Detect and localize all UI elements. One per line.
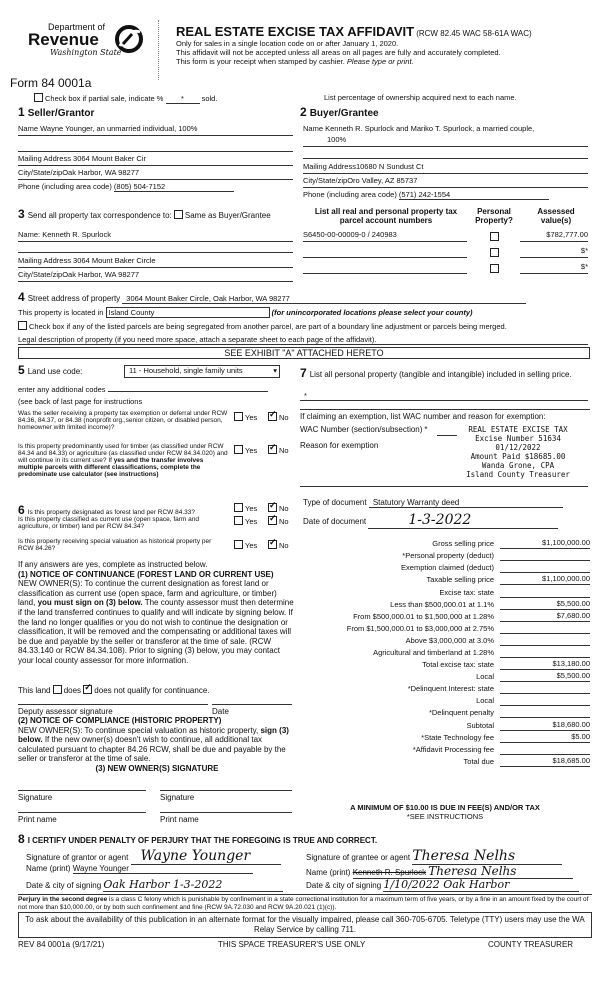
assessed-value-2[interactable]	[520, 246, 588, 258]
tax-row-label: Total due	[463, 757, 494, 766]
compliance-heading: (2) NOTICE OF COMPLIANCE (HISTORIC PROPERTY)	[18, 716, 222, 725]
corr-mail-label: Mailing Address	[18, 256, 71, 265]
tax-row	[300, 599, 590, 611]
street-address: 3064 Mount Baker Circle, Oak Harbor, WA 98277	[126, 294, 290, 303]
buyer-mail: 10680 N Sundust Ct	[355, 162, 424, 171]
tax-row-label: Local	[476, 672, 494, 681]
tax-row	[300, 744, 590, 756]
partial-sale-label: Check box if partial sale, indicate %	[45, 94, 164, 103]
tax-row-label: Excise tax: state	[439, 587, 494, 597]
assessed-value: $782,777.00	[546, 230, 588, 239]
tax-row-value[interactable]: $1,100,000.00	[500, 574, 590, 585]
assessed-value-3[interactable]	[520, 262, 588, 274]
form-title-ref: (RCW 82.45 WAC 58-61A WAC)	[416, 29, 532, 38]
tax-row-label: Total excise tax: state	[422, 660, 494, 669]
perjury-text: is a class C felony which is punishable by confinement in a state correctional institution for a maximum term of five years, or by a fine in an amount fixed by the court of not more than $10,000.00, or by both such confinement and fine (RCW 9A.72.030 and RCW 9A.20.021 (1)(c)).	[18, 896, 589, 911]
corr-name: Kenneth R. Spurlock	[42, 230, 111, 239]
tax-row	[300, 671, 590, 683]
located-note: (for unincorporated locations please select your county)	[271, 308, 473, 317]
seller-phone: (805) 504-7152	[113, 182, 166, 191]
grantor-signature-value: Wayne Younger	[140, 848, 251, 864]
minimum-fee-note: A MINIMUM OF $10.00 IS DUE IN FEE(S) AND/OR TAX	[350, 803, 540, 812]
landuse-num: 5	[18, 363, 25, 377]
header-text	[176, 24, 596, 66]
grantor-date-row	[26, 878, 296, 892]
tax-row-value[interactable]	[500, 587, 590, 598]
tax-row	[300, 587, 590, 599]
tax-row-value[interactable]	[500, 562, 590, 573]
tax-row-value[interactable]	[500, 695, 590, 706]
grantee-name: Theresa Nelhs	[428, 864, 517, 878]
county-treasurer-label: COUNTY TREASURER	[488, 940, 574, 949]
forest-question	[18, 503, 228, 517]
buyer-name: Kenneth R. Spurlock and Mariko T. Spurlock, a married couple,	[325, 124, 535, 133]
located-row	[18, 307, 588, 318]
seller-phone-field[interactable]	[114, 182, 234, 192]
buyer-name-line2[interactable]	[303, 135, 588, 147]
grantor-date-label: Date & city of signing	[26, 881, 102, 890]
personal-property-checkbox-2[interactable]	[490, 248, 501, 258]
tax-row	[300, 695, 590, 707]
corr-city-label: City/State/zip	[18, 270, 63, 279]
does-label: does	[63, 686, 82, 695]
timber-question-a: Is this property predominantly used for timber (as classified under RCW 84.34 and 84.33) or agriculture (as classified under RCW 84.34.020) and will continue in its current use? If	[18, 443, 228, 464]
corr-blank-line[interactable]	[18, 244, 293, 253]
tax-row-value[interactable]: $5.00	[500, 732, 590, 743]
tax-row-label: Above $3,000,000 at 3.0%	[405, 635, 494, 645]
tax-row	[300, 550, 590, 562]
buyer-mail-field[interactable]	[303, 162, 588, 174]
wac-label: WAC Number (section/subsection) *	[300, 425, 428, 434]
partial-sale-percent[interactable]: *	[166, 94, 200, 104]
current-use-question: Is this property classified as current use (open space, farm and agriculture, or timber) land per RCW 84.34?	[18, 516, 200, 530]
grantor-signature[interactable]	[131, 848, 281, 865]
landuse-label: Land use code:	[27, 367, 83, 376]
buyer-phone-label: Phone (including area code)	[303, 190, 397, 199]
doc-type: Statutory Warranty deed	[372, 498, 460, 507]
legal-description[interactable]: SEE EXHIBIT "A" ATTACHED HERETO	[18, 347, 590, 359]
parcel-row-2[interactable]	[303, 246, 467, 258]
segregated-row	[18, 321, 593, 331]
s6q1-no[interactable]: ✓ No	[268, 503, 289, 513]
landuse-select[interactable]	[124, 365, 280, 378]
reason-label: Reason for exemption	[300, 441, 379, 450]
tax-row-value[interactable]	[500, 744, 590, 755]
section8-num: 8	[18, 832, 25, 846]
legal-label: Legal description of property (if you need more space, attach a separate sheet to each page of the affidavit).	[18, 335, 588, 345]
tax-row-value[interactable]: $18,685.00	[500, 756, 590, 767]
tax-row-value[interactable]: $1,100,000.00	[500, 538, 590, 549]
corr-name-label: Name:	[18, 230, 41, 239]
stamp-line: Excise Number 51634	[475, 434, 561, 443]
tax-row-value[interactable]	[500, 550, 590, 561]
certify-text: I CERTIFY UNDER PENALTY OF PERJURY THAT THE FOREGOING IS TRUE AND CORRECT.	[27, 836, 378, 845]
tax-row-label: *Delinquent Interest: state	[407, 684, 494, 693]
parcel-number: S6450-00-00009-0 / 240983	[303, 230, 397, 239]
header-line3: This form is your receipt when stamped by cashier.	[176, 57, 345, 66]
corr-city: Oak Harbor, WA 98277	[62, 270, 140, 279]
doc-date-row	[303, 512, 558, 529]
grantee-name-struck: Kenneth R. Spurlock	[352, 868, 427, 877]
landuse-row	[18, 363, 82, 377]
seller-heading-text: Seller/Grantor	[27, 108, 95, 119]
q1-no[interactable]: ✓ No	[268, 412, 289, 422]
doc-type-label: Type of document	[303, 498, 367, 507]
grantor-name-row	[26, 864, 296, 874]
buyer-num: 2	[300, 105, 307, 119]
buyer-name-label: Name	[303, 124, 324, 133]
corr-mail-field[interactable]	[18, 256, 293, 268]
tax-row	[300, 562, 590, 574]
buyer-city-label: City/State/zip	[303, 176, 348, 185]
corr-name-field[interactable]	[18, 230, 293, 242]
perjury-bold: Perjury in the second degree	[18, 896, 108, 903]
stamp-line: 01/12/2022	[495, 443, 541, 452]
see-back-note: (see back of last page for instructions	[18, 397, 143, 406]
owner-sig-label-1: Signature	[18, 793, 53, 802]
owner-sig-label-2: Signature	[160, 793, 195, 802]
treasurer-use-label: THIS SPACE TREASURER'S USE ONLY	[218, 940, 366, 949]
tax-row	[300, 720, 590, 732]
buyer-heading	[300, 105, 379, 119]
additional-codes-row	[18, 382, 293, 394]
tax-row-label: Local	[476, 696, 494, 705]
tax-row	[300, 574, 590, 586]
seller-phone-label: Phone (including area code)	[18, 182, 112, 191]
grantor-sig-row	[26, 848, 296, 865]
correspondence-heading-text: Send all property tax correspondence to:	[27, 211, 172, 220]
tax-row-value[interactable]: $18,680.00	[500, 720, 590, 731]
grantee-date-field[interactable]	[383, 878, 579, 892]
tax-row-value[interactable]	[500, 647, 590, 658]
grantor-date: Oak Harbor 1-3-2022	[103, 878, 223, 891]
tax-row-label: *Delinquent penalty	[428, 708, 494, 717]
grantee-sig-label: Signature of grantee or agent	[306, 853, 411, 862]
dept-line1: Department of	[48, 22, 106, 32]
buyer-phone: (571) 242-1554	[398, 190, 451, 199]
buyer-city: Oro Valley, AZ 85737	[347, 176, 418, 185]
segregated-label: Check box if any of the listed parcels are being segregated from another parcel, are part of a boundary line adjustment or parcels being merged.	[29, 322, 507, 331]
personal-property-checkbox-1[interactable]	[490, 232, 501, 242]
tax-row-label: *Affidavit Processing fee	[412, 745, 494, 754]
same-as-buyer-label: Same as Buyer/Grantee	[184, 211, 271, 220]
asterisk-mark: *	[304, 391, 307, 400]
tax-row-value[interactable]	[500, 683, 590, 694]
grantee-name-label: Name (print)	[306, 868, 351, 877]
ownership-note: List percentage of ownership acquired next to each name.	[324, 93, 517, 102]
buyer-city-field[interactable]	[303, 176, 588, 188]
personal-property-checkbox-3[interactable]	[490, 264, 501, 274]
tax-row-label: Subtotal	[466, 721, 494, 730]
tax-row-label: Exemption claimed (deduct)	[401, 563, 494, 572]
buyer-blank-line[interactable]	[303, 150, 588, 159]
tax-row-value[interactable]: $5,500.00	[500, 599, 590, 610]
seller-heading	[18, 105, 94, 119]
continuance-block	[18, 560, 296, 666]
grantee-name-field[interactable]	[353, 864, 573, 879]
buyer-heading-text: Buyer/Grantee	[309, 108, 379, 119]
personal-property-text	[300, 366, 590, 380]
grantor-sig-label: Signature of grantor or agent	[26, 853, 129, 862]
partial-sold-label: sold.	[201, 94, 218, 103]
tax-row-value[interactable]	[500, 707, 590, 718]
tax-row-label: Agricultural and timberland at 1.28%	[373, 647, 494, 657]
county-value: Island County	[108, 308, 155, 317]
landuse-code: 11 - Household, single family units	[129, 366, 243, 375]
this-land-label: This land	[18, 686, 51, 695]
buyer-mail-label: Mailing Address	[303, 162, 356, 171]
grantee-date: 1/10/2022 Oak Harbor	[383, 878, 510, 891]
seller-num: 1	[18, 105, 25, 119]
grantee-signature-value: Theresa Nelhs	[412, 848, 516, 864]
partial-sale-row	[34, 93, 217, 104]
county-select[interactable]	[106, 307, 270, 318]
continuance-text: NEW OWNER(S): To continue the current designation as forest land or classification as current use (open space, farm and agriculture, or timber) land, you must sign on (3) below. The county assessor must then determine if the land transferred continues to qualify and will indicate by signing below. If the land no longer qualifies or you do not wish to continue the designation or classification, it will be removed and the compensating or additional taxes will be due and payable by the seller or transferor at the time of sale. (RCW 84.33.140 or RCW 84.34.108). Prior to signing (3) below, you may contact your local county assessor for more information.	[18, 579, 294, 665]
grantor-date-field[interactable]	[103, 878, 283, 892]
stamp-line: Amount Paid $18685.00	[470, 452, 566, 461]
assessed-value: $*	[580, 246, 588, 255]
section7-num: 7	[300, 366, 307, 380]
tax-row	[300, 756, 590, 768]
dor-swoosh-icon	[114, 24, 144, 54]
grantor-name-label: Name (print)	[26, 864, 71, 873]
tax-row	[300, 659, 590, 671]
tax-row	[300, 732, 590, 744]
qualify-row	[18, 685, 209, 695]
tax-row-value[interactable]: $7,680.00	[500, 611, 590, 622]
tax-row	[300, 538, 590, 550]
does-not-label: does not qualify for continuance.	[94, 686, 210, 695]
tax-row-label: From $500,000.01 to $1,500,000 at 1.28%	[353, 611, 494, 621]
tax-row	[300, 707, 590, 719]
seller-name-line2[interactable]	[18, 140, 293, 152]
historic-question: Is this property receiving special valuation as historical property per RCW 84.26?	[18, 538, 212, 552]
q2-no[interactable]: ✓ No	[268, 445, 289, 455]
revision-number: REV 84 0001a (9/17/21)	[18, 940, 105, 949]
street-row	[18, 290, 588, 304]
doc-date-label: Date of document	[303, 517, 367, 526]
assessed-value: $*	[580, 262, 588, 271]
same-as-buyer-checkbox[interactable]	[174, 210, 183, 219]
tax-row-value[interactable]	[500, 623, 590, 634]
seller-city-field[interactable]	[18, 168, 293, 180]
owner-print-label-1: Print name	[18, 815, 57, 824]
assessed-value-1[interactable]	[520, 230, 588, 242]
partial-sale-checkbox[interactable]	[34, 93, 43, 102]
seller-city-label: City/State/zip	[18, 168, 63, 177]
owner-print-line-2[interactable]	[160, 811, 292, 813]
seller-phone-row	[18, 182, 293, 193]
additional-codes-label: enter any additional codes	[18, 385, 106, 394]
timber-question-b: yes and the transfer involves multiple parcels with different classifications, complete the predominate use calculator (see instructions)	[18, 457, 204, 478]
street-label: Street address of property	[27, 294, 121, 303]
tax-row	[300, 647, 590, 659]
buyer-phone-field[interactable]	[399, 190, 549, 200]
located-label: This property is located in	[18, 308, 104, 317]
s6q3-yes[interactable]: Yes	[234, 540, 257, 550]
s6q3-no[interactable]: ✓ No	[268, 540, 289, 550]
section6-num: 6	[18, 503, 25, 517]
dept-line2: Revenue	[28, 30, 99, 49]
tax-row-value[interactable]: $5,500.00	[500, 671, 590, 682]
header-line3b: Please type or print.	[346, 57, 414, 66]
owner-sig-line-1[interactable]	[18, 789, 146, 791]
owner-print-label-2: Print name	[160, 815, 199, 824]
additional-codes-field[interactable]	[108, 382, 268, 392]
buyer-phone-row	[303, 190, 588, 201]
tax-row	[300, 635, 590, 647]
owner-print-line-1[interactable]	[18, 811, 146, 813]
new-owner-sig-heading: (3) NEW OWNER(S) SIGNATURE	[95, 763, 219, 773]
tax-row-label: *Personal property (deduct)	[402, 551, 494, 560]
deputy-signature-line[interactable]	[18, 703, 208, 705]
q1-yes[interactable]: Yes	[234, 412, 257, 422]
dor-logo	[28, 22, 148, 57]
dropdown-chevron-icon: ▾	[273, 366, 277, 375]
form-title: REAL ESTATE EXCISE TAX AFFIDAVIT	[176, 24, 415, 39]
compliance-text: NEW OWNER(S): To continue special valuation as historic property, sign (3) below. If the new owner(s) doesn't wish to continue, all additional tax calculated pursuant to chapter 84.26 RCW, shall be due and payable by the seller or transferor at the time of sale.	[18, 725, 289, 764]
continuance-heading: (1) NOTICE OF CONTINUANCE (FOREST LAND OR CURRENT USE)	[18, 569, 274, 579]
seller-city: Oak Harbor, WA 98277	[62, 168, 140, 177]
reason-field[interactable]	[300, 485, 588, 487]
tax-row	[300, 623, 590, 635]
header-divider	[158, 20, 160, 80]
tax-row	[300, 611, 590, 623]
accessibility-box: To ask about the availability of this publication in an alternate format for the visually impaired, please call 360-705-6705. Teletype (TTY) users may use the WA Relay Service by calling 711.	[18, 912, 592, 938]
continuance-note: If any answers are yes, complete as instructed below.	[18, 560, 208, 569]
tax-row	[300, 683, 590, 695]
header-line1: Only for sales in a single location code on or after January 1, 2020.	[176, 39, 399, 48]
perjury-notice	[18, 894, 592, 912]
q2-yes[interactable]: Yes	[234, 445, 257, 455]
doc-type-row	[303, 498, 563, 508]
correspondence-num: 3	[18, 207, 25, 221]
segregated-checkbox[interactable]	[18, 321, 27, 330]
seller-mail: 3064 Mount Baker Cir	[73, 154, 146, 163]
grantee-date-label: Date & city of signing	[306, 881, 382, 890]
seller-name-field[interactable]	[18, 124, 293, 136]
certify-row	[18, 832, 598, 846]
tax-row-label: Taxable selling price	[426, 575, 494, 584]
corr-mail: 3064 Mount Baker Circle	[73, 256, 156, 265]
s6q2-no[interactable]: ✓ No	[268, 516, 289, 526]
s6q1-yes[interactable]: Yes	[234, 503, 257, 513]
grantee-date-row	[306, 878, 596, 892]
seller-name: Wayne Younger, an unmarried individual, 100%	[40, 124, 198, 133]
assessed-col-header: Assessed value(s)	[537, 207, 575, 225]
tax-row-value[interactable]	[500, 635, 590, 646]
tax-row-label: Less than $500,000.01 at 1.1%	[390, 599, 494, 609]
seller-mail-label: Mailing Address	[18, 154, 71, 163]
does-not-checkbox[interactable]	[83, 685, 92, 694]
see-instructions: *SEE INSTRUCTIONS	[406, 812, 484, 821]
stamp-line: Island County Treasurer	[466, 470, 570, 479]
correspondence-heading	[18, 207, 271, 221]
personal-col-header: Personal Property?	[475, 207, 513, 225]
tax-row-value[interactable]: $13,180.00	[500, 659, 590, 670]
buyer-name-field[interactable]	[303, 124, 588, 133]
tax-row-label: Gross selling price	[432, 539, 494, 548]
stamp-line: REAL ESTATE EXCISE TAX	[468, 425, 568, 434]
doc-date-field[interactable]	[368, 512, 558, 529]
doc-date: 1-3-2022	[408, 512, 472, 528]
property-num: 4	[18, 290, 25, 304]
header-line2: This affidavit will not be accepted unless all areas on all pages are fully and accurately completed.	[176, 48, 501, 57]
form-number: Form 84 0001a	[10, 76, 92, 90]
exemption-question: Was the seller receiving a property tax exemption or deferral under RCW 84.36, 84.37, or 84.38 (nonprofit org.,senior citizen, or disabled person, homeowner with limited income)?	[18, 410, 228, 431]
deputy-date-label: Date	[212, 707, 229, 716]
owner-sig-line-2[interactable]	[160, 789, 292, 791]
tax-row-label: *State Technology fee	[421, 733, 494, 742]
timber-question	[18, 443, 228, 478]
tax-row-label: From $1,500,000.01 to $3,000,000 at 2.75%	[346, 623, 494, 633]
treasurer-stamp	[448, 425, 588, 479]
grantor-name-field[interactable]	[73, 864, 253, 874]
deputy-label: Deputy assessor signature	[18, 707, 113, 716]
doc-type-field[interactable]	[369, 498, 563, 508]
dept-line3: Washington State	[50, 48, 122, 57]
parcel-row-1[interactable]	[303, 230, 467, 242]
does-checkbox[interactable]	[53, 685, 62, 694]
section7-text: List all personal property (tangible and intangible) included in selling price.	[309, 370, 572, 379]
forest-question-text: Is this property designated as forest land per RCW 84.33?	[27, 509, 195, 516]
grantee-sig-row	[306, 848, 596, 865]
deputy-date-line[interactable]	[212, 703, 292, 705]
stamp-line: Wanda Grone, CPA	[481, 461, 555, 470]
grantor-name: Wayne Younger	[72, 864, 129, 873]
corr-city-field[interactable]	[18, 270, 293, 282]
grantee-signature[interactable]	[412, 848, 562, 865]
street-field[interactable]	[122, 294, 526, 304]
compliance-block	[18, 716, 296, 774]
grantee-name-row	[306, 864, 596, 879]
parcel-row-3[interactable]	[303, 262, 467, 274]
seller-name-label: Name	[18, 124, 39, 133]
parcel-col-header: List all real and personal property tax parcel account numbers	[314, 207, 458, 225]
claim-heading: If claiming an exemption, list WAC number and reason for exemption:	[300, 409, 590, 421]
personal-property-field[interactable]	[300, 391, 588, 401]
buyer-name2: 100%	[327, 135, 347, 144]
s6q2-yes[interactable]: Yes	[234, 516, 257, 526]
seller-mail-field[interactable]	[18, 154, 293, 166]
